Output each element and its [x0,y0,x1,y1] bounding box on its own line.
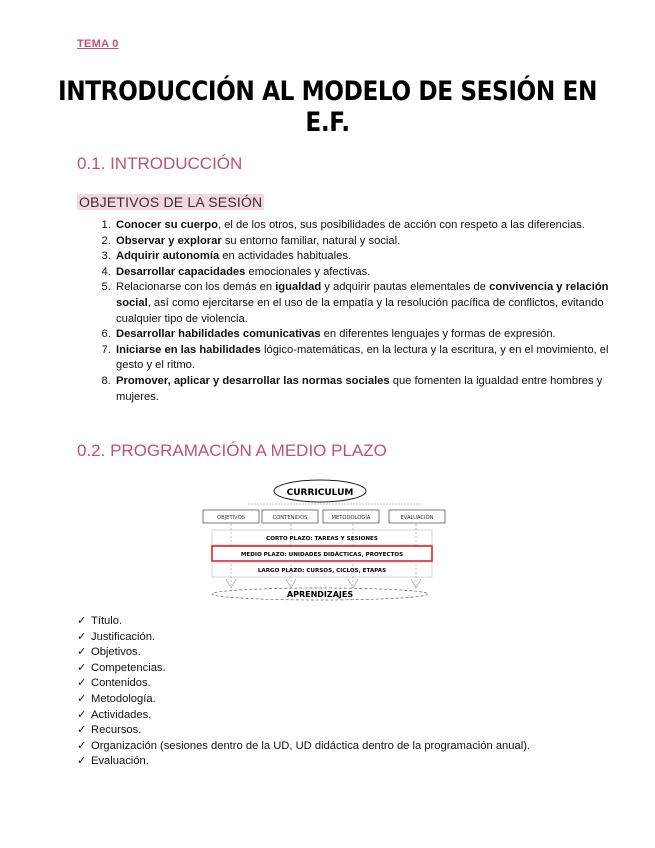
objective-item [114,280,614,327]
objective-bold-text: Iniciarse en las habilidades [116,343,261,356]
check-icon: ✓ [77,615,87,627]
row-largo-plazo: LARGO PLAZO: CURSOS, CICLOS, ETAPAS [257,568,387,574]
objective-item [114,218,614,234]
objective-item [114,265,614,281]
checklist-item [77,739,530,755]
checklist-item [77,630,530,646]
check-icon: ✓ [77,755,87,768]
objective-bold-text: Observar y explorar [116,234,222,247]
objective-item [114,374,614,405]
objective-item [114,343,614,374]
diagram-box-label: CONTENIDOS [272,515,308,521]
diagram-box-label: OBJETIVOS [217,515,245,521]
checklist-item [77,614,530,630]
checklist-item [77,692,530,708]
objective-text: y adquirir pautas elementales de [321,281,490,294]
objectives-list [82,218,614,405]
checklist-text: Objetivos. [91,646,141,659]
objective-text: que fomenten la igualdad entre hombres y mujeres. [116,374,603,403]
check-icon: ✓ [77,661,87,674]
tema-label: TEMA 0 [77,38,119,50]
section-heading-programacion: 0.2. PROGRAMACIÓN A MEDIO PLAZO [77,441,387,460]
checklist-text: Recursos. [91,724,142,737]
page-title: INTRODUCCIÓN AL MODELO DE SESIÓN EN E.F. [58,76,597,138]
objective-bold-text: convivencia y relación social [116,281,609,309]
checklist-text: Justificación. [91,630,156,643]
checklist [77,614,530,770]
objective-text: Relacionarse con los demás en [116,281,276,294]
checklist-text: Actividades. [91,708,152,721]
checklist-item [77,708,530,724]
checklist-text: Evaluación. [91,755,149,768]
check-icon: ✓ [77,646,87,659]
checklist-item [77,754,530,770]
objective-text: en actividades habituales. [219,250,352,263]
check-icon: ✓ [77,739,87,752]
objective-text: emocionales y afectivas. [245,265,371,278]
objective-text: su entorno familiar, natural y social. [221,234,401,247]
objective-text: lógico-matemáticas, en la lectura y la escritura, y en el movimiento, el gesto y el ritmo. [116,343,609,372]
checklist-item [77,723,530,739]
checklist-item [77,661,530,677]
row-corto-plazo: CORTO PLAZO: TAREAS Y SESIONES [266,536,378,542]
check-icon: ✓ [77,630,87,643]
check-icon: ✓ [77,724,87,737]
section-heading-introduccion: 0.1. INTRODUCCIÓN [77,154,243,173]
checklist-text: Contenidos. [91,677,151,690]
checklist-text: Competencias. [91,661,166,674]
check-icon: ✓ [77,708,87,721]
objective-item [114,234,614,250]
checklist-item [77,676,530,692]
aprendizajes-label: APRENDIZAJES [286,590,354,599]
diagram-box-label: METODOLOGÍA [331,515,371,521]
objective-bold-text: Conocer su cuerpo [116,219,218,231]
checklist-text: Metodología. [91,692,156,705]
checklist-text: Título. [91,615,123,627]
objective-text: en diferentes lenguajes y formas de expresión. [320,328,556,341]
objective-bold-text: Promover, aplicar y desarrollar las normas sociales [116,374,390,387]
objective-bold-text: igualdad [275,281,322,294]
curriculum-label: CURRICULUM [286,488,354,498]
section-subheading-objetivos: OBJETIVOS DE LA SESIÓN [79,194,263,210]
objective-bold-text: Desarrollar capacidades [116,265,246,278]
checklist-text: Organización (sesiones dentro de la UD, UD didáctica dentro de la programación anual). [91,739,531,752]
objective-text: , así como ejercitarse en el uso de la empatía y la resolución pacífica de conflictos, evitando cualquier tipo de violencia. [116,296,604,325]
diagram-box-label: EVALUACIÓN [400,515,434,521]
checklist-item [77,645,530,661]
objective-text: , el de los otros, sus posibilidades de acción con respeto a las diferencias. [217,219,585,231]
objective-item [114,327,614,343]
check-icon: ✓ [77,692,87,705]
objective-item [114,249,614,265]
check-icon: ✓ [77,677,87,690]
curriculum-diagram [198,478,453,603]
row-medio-plazo: MEDIO PLAZO: UNIDADES DIDÁCTICAS, PROYECTOS [240,552,404,558]
objective-bold-text: Adquirir autonomía [116,250,220,263]
objective-bold-text: Desarrollar habilidades comunicativas [116,328,321,341]
